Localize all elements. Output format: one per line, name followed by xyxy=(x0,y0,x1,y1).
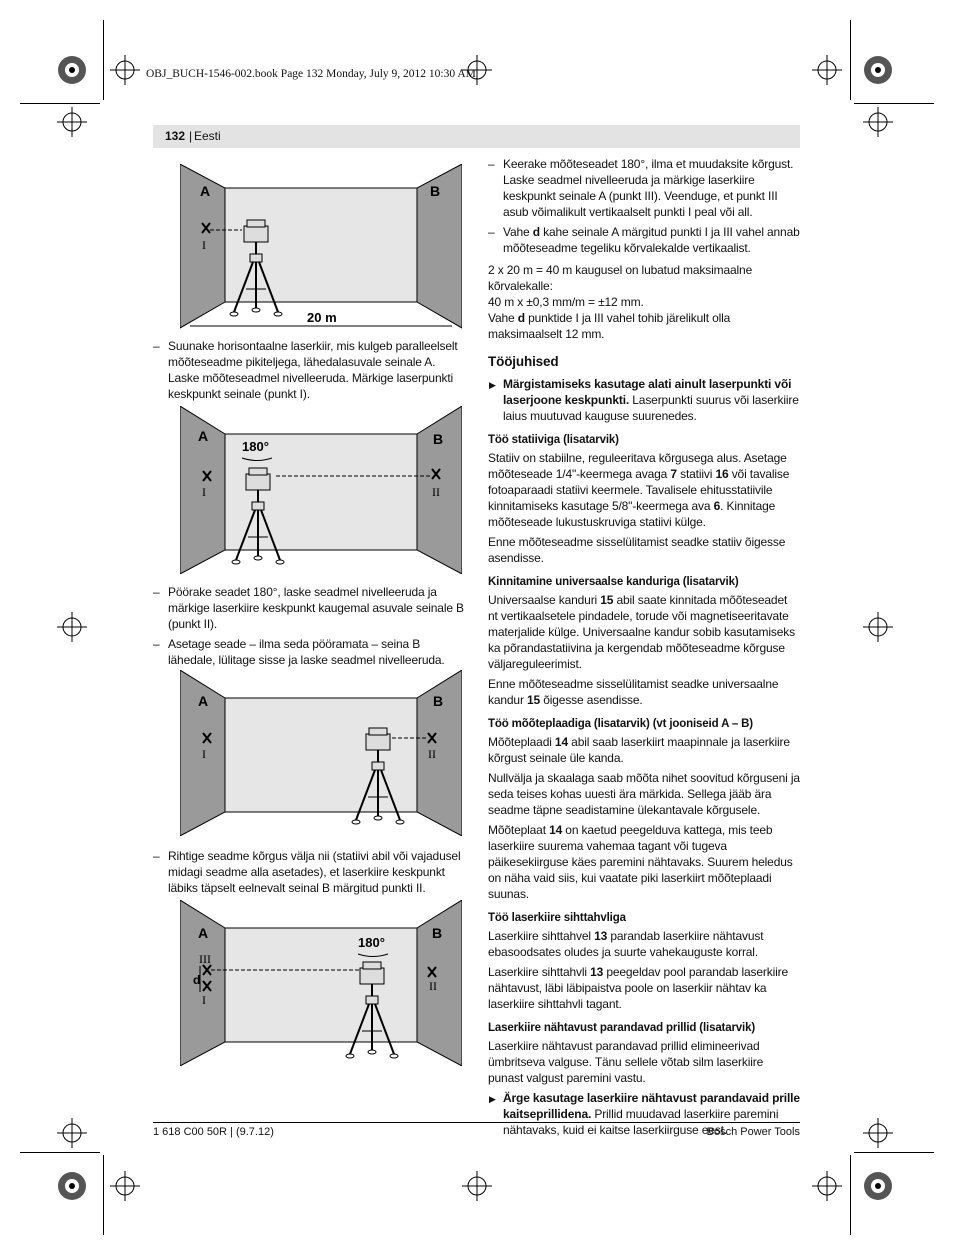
step-text: – Rihtige seadme kõrgus välja nii (statiivi abil või vajadusel midagi seadme alla asetades), et laserkiire keskpunkt läbiks täpselt eelnevalt seinal B märgitud punkti II. xyxy=(153,848,465,896)
calc-text: 40 m x ±0,3 mm/m = ±12 mm. xyxy=(488,295,644,309)
crosshair-icon xyxy=(863,612,893,642)
page-header xyxy=(153,125,800,148)
crosshair-icon xyxy=(57,107,87,137)
subheading: Kinnitamine universaalse kanduriga (lisatarvik) xyxy=(488,576,739,588)
warning-text: ▶ Märgistamiseks kasutage alati ainult laserpunkti või laserjoone keskpunkti. Laserpunkti suurus või laserkiire laius muutuvad kauguse suurenedes. xyxy=(488,376,800,424)
wall-label-a: A xyxy=(198,428,209,444)
paragraph: Enne mõõteseadme sisselülitamist seadke universaalne kandur 15 õigesse asendisse. xyxy=(488,677,779,707)
distance-label: 20 m xyxy=(307,310,337,325)
paragraph: Statiiv on stabiilne, reguleeritava kõrgusega alus. Asetage mõõteseade 1/4"-keermega avaga 7 statiivi 16 või tavalise fotoaparaadi statiivi keermele. Tavalisele ehitusstatiivile kinnitamiseks kasutage 5/8"-keermega ava 6. Kinnitage mõõteseade lukustuskruviga statiivi külge. xyxy=(488,451,790,529)
rotation-angle: 180° xyxy=(358,935,385,950)
paragraph: Mõõteplaat 14 on kaetud peegelduva kattega, mis teeb laserkiire suurema vahemaa tagant või tugeva päikesekiirguse käes paremini nähtavaks. Suurem heledus on näha vaid siis, kui vaatate piki laserkiirt mõõteplaadi suunas. xyxy=(488,823,793,901)
star-target-icon xyxy=(58,56,86,84)
subheading: Laserkiire nähtavust parandavad prillid (lisatarvik) xyxy=(488,1022,756,1034)
figure-1 xyxy=(180,164,462,332)
wall-label-b: B xyxy=(433,431,444,447)
mark-label: I xyxy=(202,485,206,499)
warning-text: ▶ Ärge kasutage laserkiire nähtavust parandavaid prille kaitseprillidena. Prillid muudavad laserkiire paremini nähtavaks, kuid ei kaitse laserkiirguse eest. xyxy=(488,1090,800,1138)
mark-label: II xyxy=(432,485,440,499)
subheading: Töö statiiviga (lisatarvik) xyxy=(488,434,619,446)
wall-label-a: A xyxy=(198,925,209,941)
calc-text: Vahe d punktide I ja III vahel tohib järelikult olla maksimaalselt 12 mm. xyxy=(488,311,731,341)
mark-label: I xyxy=(202,238,206,252)
crosshair-icon xyxy=(110,55,140,85)
footer-rule xyxy=(153,1122,800,1123)
star-target-icon xyxy=(58,1172,86,1200)
paragraph: Mõõteplaadi 14 abil saab laserkiirt maapinnale ja laserkiire kõrgust seinale üle kanda. xyxy=(488,735,790,765)
deviation-label: d xyxy=(193,973,201,987)
star-target-icon xyxy=(864,56,892,84)
crosshair-icon xyxy=(863,107,893,137)
print-slug: OBJ_BUCH-1546-002.book Page 132 Monday, July 9, 2012 10:30 AM xyxy=(146,68,476,80)
wall-label-b: B xyxy=(430,183,441,199)
page-number: 132 xyxy=(165,129,186,143)
figure-2 xyxy=(180,406,462,574)
wall-label-b: B xyxy=(432,925,443,941)
wall-label-b: B xyxy=(433,693,444,709)
step-text: – Keerake mõõteseadet 180°, ilma et muudaksite kõrgust. Laske seadmel nivelleeruda ja märkige laserkiire keskpunkt seinale A (punkt III). Veenduge, et punkt III asub võimalikult vertikaalselt punkti I peal või all. xyxy=(488,156,800,220)
crosshair-icon xyxy=(57,612,87,642)
left-column-3 xyxy=(153,848,465,900)
step-text: – Pöörake seadet 180°, laske seadmel nivelleeruda ja märkige laserkiire keskpunkt kaugemal asuvale seinale B (punkt II). xyxy=(153,584,465,632)
mark-label: III xyxy=(199,952,211,966)
calc-text: 2 x 20 m = 40 m kaugusel on lubatud maksimaalne kõrvalekalle: xyxy=(488,263,753,293)
paragraph: Universaalse kanduri 15 abil saate kinnitada mõõteseadet nt vertikaalsetele pindadele, torude või magnetiseeritavate materjalide külge. Universaalne kandur sobib kasutamiseks ka põrandastatiivina ja kergendab mõõteseadme kõrguse väljareguleerimist. xyxy=(488,593,795,671)
crosshair-icon xyxy=(812,55,842,85)
footer-left: 1 618 C00 50R | (9.7.12) xyxy=(153,1126,274,1138)
paragraph: Laserkiire nähtavust parandavad prillid elimineerivad ümbritseva valguse. Tänu sellele võtab silm laserkiire punast valgust paremini vastu. xyxy=(488,1039,764,1085)
mark-label: I xyxy=(202,747,206,761)
crosshair-icon xyxy=(812,1171,842,1201)
header-separator: | xyxy=(189,129,193,143)
crosshair-icon xyxy=(863,1118,893,1148)
step-text: – Asetage seade – ilma seda pööramata – seina B lähedale, lülitage sisse ja laske seadmel nivelleeruda. xyxy=(153,636,465,668)
star-target-icon xyxy=(864,1172,892,1200)
paragraph: Enne mõõteseadme sisselülitamist seadke statiiv õigesse asendisse. xyxy=(488,535,786,565)
header-language: Eesti xyxy=(194,129,221,143)
figure-4 xyxy=(180,900,462,1066)
left-column-1 xyxy=(153,338,465,406)
section-heading: Tööjuhised xyxy=(488,354,559,369)
figure-3 xyxy=(180,670,462,836)
subheading: Töö mõõteplaadiga (lisatarvik) (vt jooniseid A – B) xyxy=(488,718,753,730)
rotation-angle: 180° xyxy=(242,439,269,454)
paragraph: Nullvälja ja skaalaga saab mõõta nihet soovitud kõrguseni ja seda teises kohas uuesti ära märkida. Sellega jääb ära seadme täpne seadistamine ülekantavale kõrgusele. xyxy=(488,771,800,817)
wall-label-a: A xyxy=(200,183,211,199)
left-column-2 xyxy=(153,584,465,672)
mark-label: II xyxy=(429,979,437,993)
right-column xyxy=(488,156,800,1142)
step-text: – Vahe d kahe seinale A märgitud punkti I ja III vahel annab mõõteseadme tegeliku kõrvalekalde vertikaalist. xyxy=(488,224,800,256)
paragraph: Laserkiire sihttahvli 13 peegeldav pool parandab laserkiire nähtavust, läbi läbipaistva poole on laserkiir nähtav ka laserkiire sihttahvli tagant. xyxy=(488,965,789,1011)
wall-label-a: A xyxy=(198,693,209,709)
footer-right: Bosch Power Tools xyxy=(706,1126,800,1138)
step-text: – Suunake horisontaalne laserkiir, mis kulgeb paralleelselt mõõteseadme pikiteljega, lähedalasuvale seinale A. Laske mõõteseadmel nivelleeruda. Märkige laserpunkti keskpunkt seinale (punkt I). xyxy=(153,338,465,402)
subheading: Töö laserkiire sihttahvliga xyxy=(488,912,626,924)
crosshair-icon xyxy=(57,1118,87,1148)
crosshair-icon xyxy=(462,1171,492,1201)
mark-label: II xyxy=(428,747,436,761)
mark-label: I xyxy=(202,993,206,1007)
crosshair-icon xyxy=(110,1171,140,1201)
paragraph: Laserkiire sihttahvel 13 parandab laserkiire nähtavust ebasoodsates oludes ja suurte vahekauguste korral. xyxy=(488,929,764,959)
